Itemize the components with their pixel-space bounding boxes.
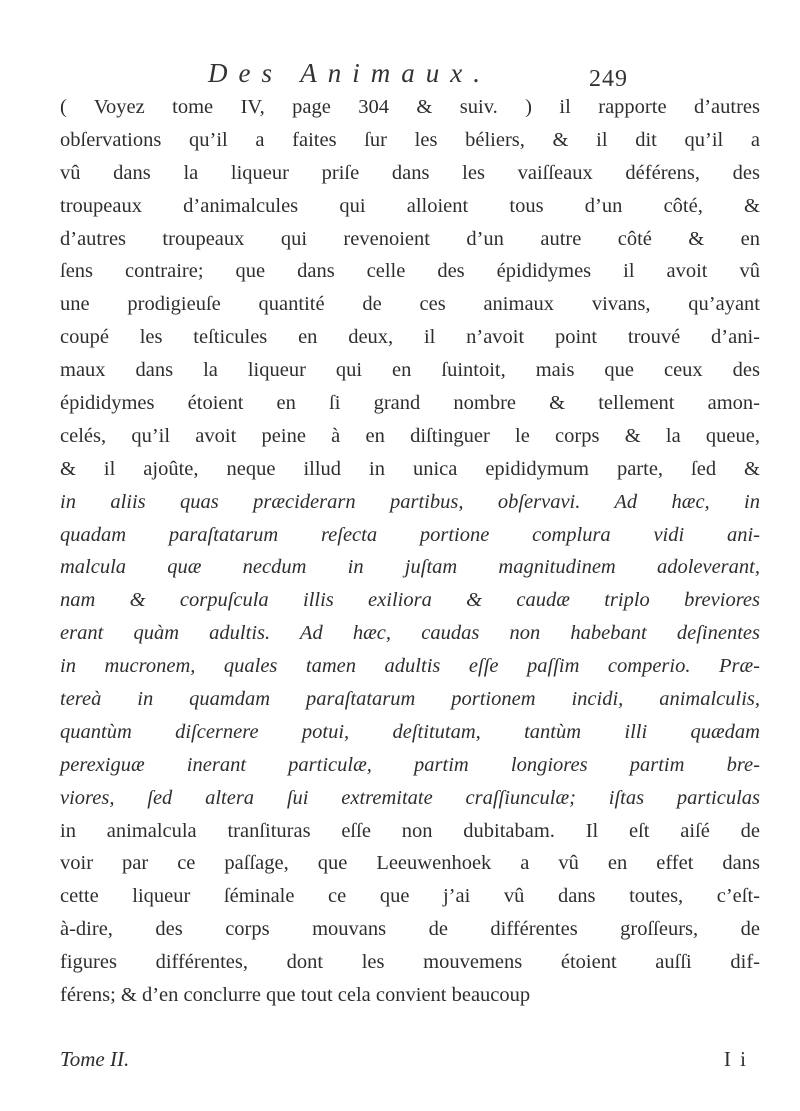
text-line-7: une prodigieuſe quantité de ces animaux vivans, qu’ayant bbox=[60, 293, 760, 316]
text-line-15: malcula quæ necdum in juſtam magnitudinem adoleverant, bbox=[60, 556, 760, 579]
text-line-13: in aliis quas præciderarn partibus, obſervavi. Ad hæc, in bbox=[60, 490, 760, 513]
text-line-9: maux dans la liqueur qui en ſuintoit, mais que ceux des bbox=[60, 359, 760, 382]
text-line-4: troupeaux d’animalcules qui alloient tous d’un côté, & bbox=[60, 194, 760, 217]
text-line-6: ſens contraire; que dans celle des épididymes il avoit vû bbox=[60, 260, 760, 283]
text-line-21: perexiguæ inerant particulæ, partim longiores partim bre- bbox=[60, 753, 760, 776]
text-line-25: cette liqueur ſéminale ce que j’ai vû dans toutes, c’eſt- bbox=[60, 885, 760, 908]
text-line-19: tereà in quamdam paraſtatarum portionem incidi, animalculis, bbox=[60, 688, 760, 711]
text-line-27: figures différentes, dont les mouvemens étoient auſſi dif- bbox=[60, 951, 760, 974]
text-line-28: férens; & d’en conclurre que tout cela convient beaucoup bbox=[60, 984, 531, 1007]
running-title: Des Animaux. bbox=[208, 58, 491, 88]
text-line-8: coupé les teſticules en deux, il n’avoit point trouvé d’ani- bbox=[60, 326, 760, 349]
text-line-22: viores, ſed altera ſui extremitate craſſiunculæ; iſtas particulas bbox=[60, 786, 760, 809]
text-line-20: quantùm diſcernere potui, deſtitutam, tantùm illi quædam bbox=[60, 720, 760, 743]
page-footer bbox=[60, 1047, 760, 1077]
signature-mark: I i bbox=[723, 1047, 748, 1071]
text-line-17: erant quàm adultis. Ad hæc, caudas non habebant deſinentes bbox=[60, 622, 760, 645]
text-line-26: à-dire, des corps mouvans de différentes groſſeurs, de bbox=[60, 918, 760, 941]
text-line-3: vû dans la liqueur priſe dans les vaiſſeaux déférens, des bbox=[60, 161, 760, 184]
text-line-18: in mucronem, quales tamen adultis eſſe paſſim comperio. Præ- bbox=[60, 655, 760, 678]
text-line-2: obſervations qu’il a faites ſur les béliers, & il dit qu’il a bbox=[60, 128, 760, 151]
text-line-1: ( Voyez tome IV, page 304 & suiv. ) il rapporte d’autres bbox=[60, 96, 760, 118]
page-number: 249 bbox=[589, 66, 628, 92]
text-line-24: voir par ce paſſage, que Leeuwenhoek a vû en effet dans bbox=[60, 852, 760, 875]
text-line-5: d’autres troupeaux qui revenoient d’un autre côté & en bbox=[60, 227, 760, 250]
body-text bbox=[60, 91, 760, 1012]
text-line-11: celés, qu’il avoit peine à en diſtinguer le corps & la queue, bbox=[60, 424, 760, 447]
text-line-16: nam & corpuſcula illis exiliora & caudæ triplo breviores bbox=[60, 589, 760, 612]
text-line-14: quadam paraſtatarum reſecta portione complura vidi ani- bbox=[60, 523, 760, 546]
text-line-23: in animalcula tranſituras eſſe non dubitabam. Il eſt aiſé de bbox=[60, 819, 760, 842]
text-line-10: épididymes étoient en ſi grand nombre & tellement amon- bbox=[60, 392, 760, 415]
volume-label: Tome II. bbox=[60, 1047, 130, 1071]
text-line-12: & il ajoûte, neque illud in unica epididymum parte, ſed & bbox=[60, 457, 760, 480]
